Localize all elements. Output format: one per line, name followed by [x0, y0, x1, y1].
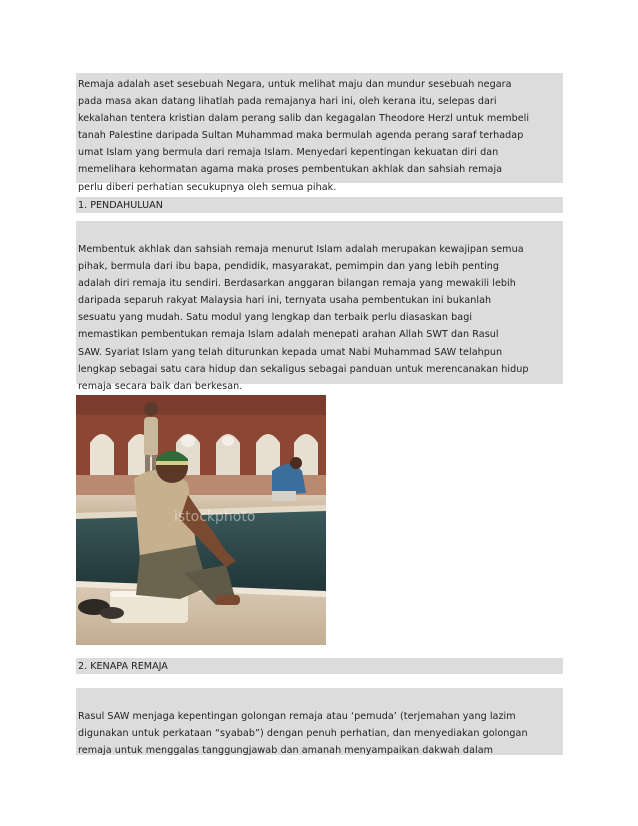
- text-line: lengkap sebagai satu cara hidup dan sekaligus sebagai panduan untuk merencanakan hidup: [78, 363, 529, 375]
- text-line: remaja untuk menggalas tanggungjawab dan amanah menyampaikan dakwah dalam: [78, 745, 494, 757]
- text-line: tanah Palestine daripada Sultan Muhammad maka bermulah agenda perang saraf terhadap: [78, 130, 524, 142]
- section2-paragraph: [76, 705, 563, 755]
- section1-paragraph: [76, 238, 563, 392]
- spacer-bar: [76, 221, 563, 238]
- heading-text: 2. KENAPA REMAJA: [78, 661, 168, 672]
- text-line: umat Islam yang bermula dari remaja Islam. Menyedari kepentingan kekuatan diri dan: [78, 147, 499, 159]
- text-line: adalah diri remaja itu sendiri. Berdasarkan anggaran bilangan remaja yang mewakili lebih: [78, 278, 516, 290]
- text-line: pada masa akan datang lihatlah pada remajanya hari ini, oleh kerana itu, selepas dari: [78, 96, 497, 108]
- spacer-bar: [76, 688, 563, 705]
- text-line: memelihara kehormatan agama maka proses pembentukan akhlak dan sahsiah remaja: [78, 164, 503, 176]
- section-heading-kenapa-remaja: [76, 658, 563, 674]
- section-heading-pendahuluan: [76, 197, 563, 213]
- text-line: kekalahan tentera kristian dalam perang salib dan kegagalan Theodore Herzl untuk membeli: [78, 113, 530, 125]
- text-line: remaja secara baik dan berkesan.: [78, 380, 243, 392]
- text-line: Membentuk akhlak dan sahsiah remaja menurut Islam adalah merupakan kewajipan semua: [78, 244, 524, 255]
- text-line: pihak, bermula dari ibu bapa, pendidik, masyarakat, pemimpin dan yang lebih penting: [78, 261, 500, 273]
- text-line: sesuatu yang mudah. Satu modul yang lengkap dan terbaik perlu diasaskan bagi: [78, 312, 473, 324]
- text-line: SAW. Syariat Islam yang telah diturunkan kepada umat Nabi Muhammad SAW telahpun: [78, 346, 503, 358]
- watermark-text: istockphoto: [174, 509, 256, 525]
- text-line: perlu diberi perhatian secukupnya oleh semua pihak.: [78, 181, 337, 193]
- mosque-ablution-photo: [76, 395, 326, 645]
- text-line: digunakan untuk perkataan “syabab”) dengan penuh perhatian, dan menyediakan golongan: [78, 728, 528, 740]
- text-line: memastikan pembentukan remaja Islam adalah menepati arahan Allah SWT dan Rasul: [78, 329, 499, 341]
- heading-text: 1. PENDAHULUAN: [78, 200, 163, 211]
- text-line: daripada separuh rakyat Malaysia hari ini, ternyata usaha pembentukan ini bukanlah: [78, 295, 492, 307]
- text-line: Rasul SAW menjaga kepentingan golongan remaja atau ‘pemuda’ (terjemahan yang lazim: [78, 711, 516, 722]
- intro-paragraph: [76, 73, 563, 193]
- text-line: Remaja adalah aset sesebuah Negara, untuk melihat maju dan mundur sesebuah negara: [78, 79, 512, 90]
